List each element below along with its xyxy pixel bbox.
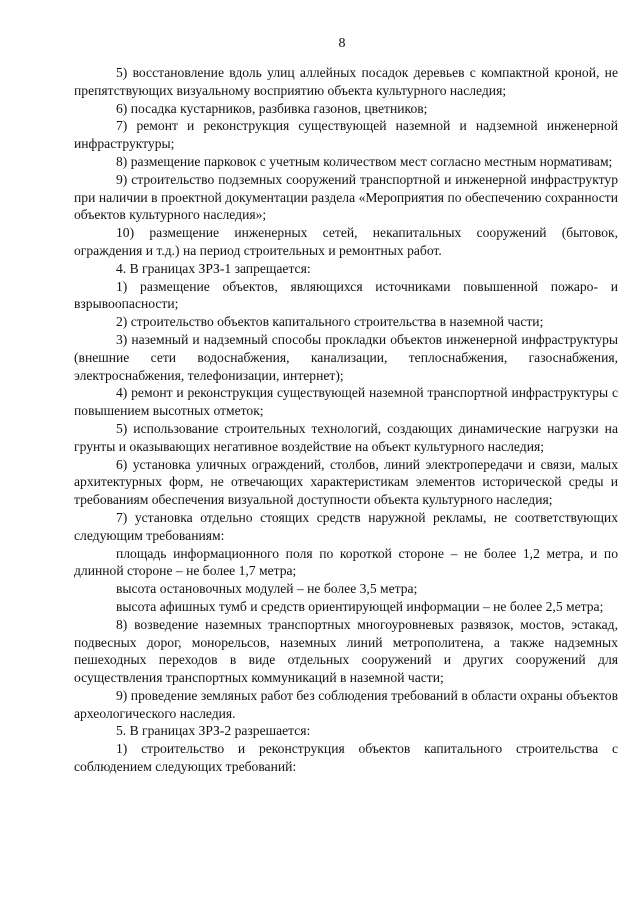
- section-heading: 4. В границах ЗРЗ-1 запрещается:: [116, 260, 311, 276]
- paragraph: 9) проведение земляных работ без соблюдения требований в области охраны объектов археологического наследия.: [74, 687, 618, 721]
- paragraph: высота афишных тумб и средств ориентирующей информации – не более 2,5 метра;: [116, 598, 604, 614]
- paragraph: 8) возведение наземных транспортных многоуровневых развязок, мостов, эстакад, подвесных дорог, монорельсов, наземных линий метрополитена, а также надземных пешеходных переходов в виде отдельных сооружений и других сооружений для осуществления транспортных коммуникаций в наземной части;: [74, 616, 618, 686]
- paragraph: 5) использование строительных технологий, создающих динамические нагрузки на грунты и оказывающих негативное воздействие на объект культурного наследия;: [74, 420, 618, 454]
- paragraph: 4) ремонт и реконструкция существующей наземной транспортной инфраструктуры с повышением высотных отметок;: [74, 385, 618, 419]
- paragraph: 7) ремонт и реконструкция существующей наземной и надземной инженерной инфраструктуры;: [74, 118, 618, 152]
- paragraph: 1) строительство и реконструкция объектов капитального строительства с соблюдением следующих требований:: [74, 741, 618, 775]
- section-heading: 5. В границах ЗРЗ-2 разрешается:: [116, 723, 311, 739]
- paragraph: 8) размещение парковок с учетным количеством мест согласно местным нормативам;: [116, 153, 613, 169]
- paragraph: 5) восстановление вдоль улиц аллейных посадок деревьев с компактной кроной, не препятствующих визуальному восприятию объекта культурного наследия;: [74, 65, 618, 98]
- page-number: 8: [338, 36, 346, 51]
- paragraph: высота остановочных модулей – не более 3,5 метра;: [116, 581, 418, 597]
- paragraph: 6) посадка кустарников, разбивка газонов, цветников;: [116, 100, 428, 116]
- paragraph: 9) строительство подземных сооружений транспортной и инженерной инфраструктур при наличии в проектной документации раздела «Мероприятия по обеспечению сохранности объектов культурного наследия»;: [74, 171, 618, 223]
- paragraph: 2) строительство объектов капитального строительства в наземной части;: [116, 314, 544, 330]
- paragraph: 6) установка уличных ограждений, столбов, линий электропередачи и связи, малых архитектурных форм, не отвечающих характеристикам элементов исторической среды и требованиям обеспечения визуальной доступности объекта культурного наследия;: [74, 456, 618, 508]
- paragraph: 10) размещение инженерных сетей, некапитальных сооружений (бытовок, ограждения и т.д.) на период строительных и ремонтных работ.: [74, 225, 618, 258]
- paragraph: 7) установка отдельно стоящих средств наружной рекламы, не соответствующих следующим требованиям:: [74, 509, 618, 543]
- document-body: [74, 64, 618, 776]
- paragraph: 3) наземный и надземный способы прокладки объектов инженерной инфраструктуры (внешние сети водоснабжения, канализации, теплоснабжения, газоснабжения, электроснабжения, телефонизации, интернет);: [74, 331, 618, 383]
- paragraph: 1) размещение объектов, являющихся источниками повышенной пожаро- и взрывоопасности;: [74, 278, 618, 312]
- paragraph: площадь информационного поля по короткой стороне – не более 1,2 метра, и по длинной стороне – не более 1,7 метра;: [74, 545, 618, 579]
